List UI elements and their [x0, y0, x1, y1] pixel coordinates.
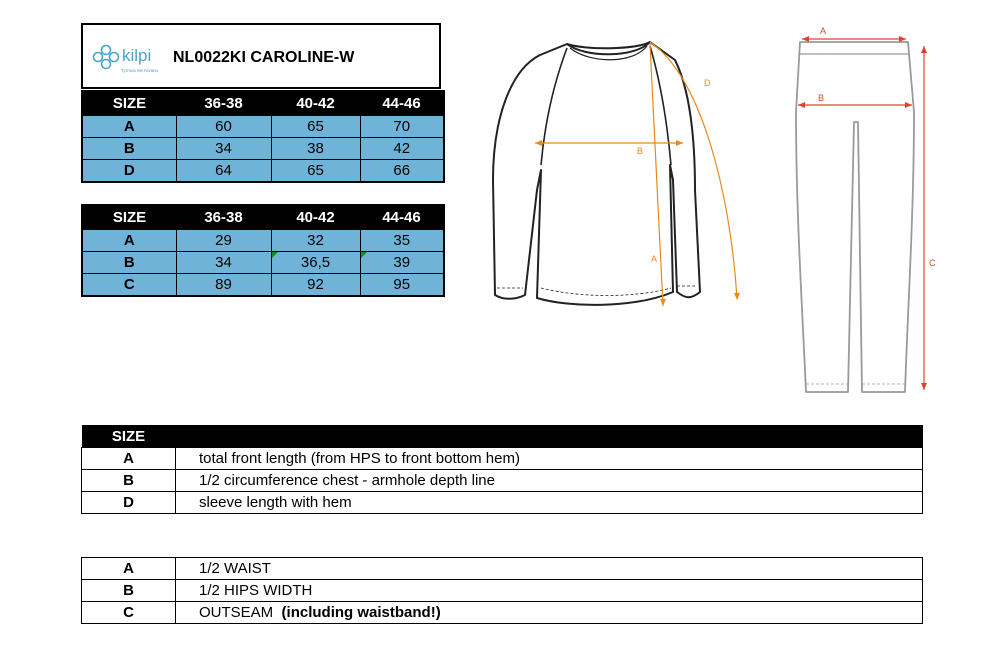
legend-header-blank [176, 425, 923, 448]
cell-value: 36,5 [300, 254, 331, 271]
kilpi-logo [91, 39, 171, 79]
legend-row [82, 602, 923, 624]
legend-text: 1/2 HIPS WIDTH [176, 580, 923, 602]
cell-value: 39 [393, 254, 411, 271]
header-44-46: 44-46 [360, 205, 444, 230]
header-36-38: 36-38 [176, 91, 271, 116]
table-row [82, 160, 444, 183]
table-cell [271, 252, 360, 274]
header-40-42: 40-42 [271, 205, 360, 230]
table-cell: 65 [271, 116, 360, 138]
legend-text: OUTSEAM [199, 604, 274, 621]
table-cell: 32 [271, 230, 360, 252]
product-title: NL0022KI CAROLINE-W [173, 49, 355, 66]
table-cell: 29 [176, 230, 271, 252]
table-cell [360, 252, 444, 274]
shirt-diagram [485, 30, 760, 315]
kilpi-logo-mark-icon [94, 46, 119, 69]
table-cell: 34 [176, 138, 271, 160]
legend-label: B [82, 580, 176, 602]
pants-label-b: B [818, 93, 825, 103]
row-label: A [82, 116, 176, 138]
table-cell: 34 [176, 252, 271, 274]
table-cell: 95 [360, 274, 444, 297]
comment-marker-icon [272, 252, 278, 258]
shirt-label-a: A [651, 254, 658, 264]
legend-text-row [176, 602, 923, 624]
legend-row [82, 470, 923, 492]
legend-label: A [82, 448, 176, 470]
table-cell: 66 [360, 160, 444, 183]
pants-label-c: C [929, 258, 936, 268]
shirt-label-b: B [637, 146, 644, 156]
legend-header-row [82, 425, 923, 448]
brand-tagline: Tyrmus ele Kivanu [121, 68, 159, 73]
legend-row [82, 558, 923, 580]
legend-label: A [82, 558, 176, 580]
product-header [81, 23, 441, 89]
legend-text: 1/2 circumference chest - armhole depth line [176, 470, 923, 492]
header-size: SIZE [82, 205, 176, 230]
header-size: SIZE [82, 91, 176, 116]
shirt-label-d: D [704, 78, 711, 88]
header-40-42: 40-42 [271, 91, 360, 116]
row-label: C [82, 274, 176, 297]
legend-label: D [82, 492, 176, 514]
legend-row [82, 448, 923, 470]
legend-row [82, 492, 923, 514]
table-cell: 35 [360, 230, 444, 252]
table-header-row [82, 205, 444, 230]
pants-label-a: A [820, 26, 827, 36]
row-label: D [82, 160, 176, 183]
legend-text: sleeve length with hem [176, 492, 923, 514]
pants-size-table [81, 204, 445, 297]
table-cell: 92 [271, 274, 360, 297]
legend-row [82, 580, 923, 602]
legend-text: total front length (from HPS to front bottom hem) [176, 448, 923, 470]
table-cell: 89 [176, 274, 271, 297]
table-cell: 38 [271, 138, 360, 160]
row-label: B [82, 138, 176, 160]
pants-diagram [790, 22, 945, 400]
legend-label: C [82, 602, 176, 624]
table-cell: 42 [360, 138, 444, 160]
table-header-row [82, 91, 444, 116]
table-cell: 64 [176, 160, 271, 183]
table-row [82, 138, 444, 160]
legend-note: (including waistband!) [281, 604, 441, 621]
pants-legend-table [81, 557, 923, 624]
row-label: B [82, 252, 176, 274]
row-label: A [82, 230, 176, 252]
table-cell: 65 [271, 160, 360, 183]
pants-outline-icon [796, 42, 914, 392]
table-row [82, 252, 444, 274]
brand-name: kilpi [122, 46, 152, 65]
comment-marker-icon [361, 252, 367, 258]
shirt-legend-table [81, 425, 923, 514]
table-cell: 60 [176, 116, 271, 138]
table-row [82, 230, 444, 252]
header-36-38: 36-38 [176, 205, 271, 230]
table-cell: 70 [360, 116, 444, 138]
header-44-46: 44-46 [360, 91, 444, 116]
legend-header-size: SIZE [82, 425, 176, 448]
shirt-outline-icon [493, 42, 700, 305]
table-row [82, 116, 444, 138]
legend-text: 1/2 WAIST [176, 558, 923, 580]
shirt-size-table [81, 90, 445, 183]
legend-label: B [82, 470, 176, 492]
table-row [82, 274, 444, 297]
